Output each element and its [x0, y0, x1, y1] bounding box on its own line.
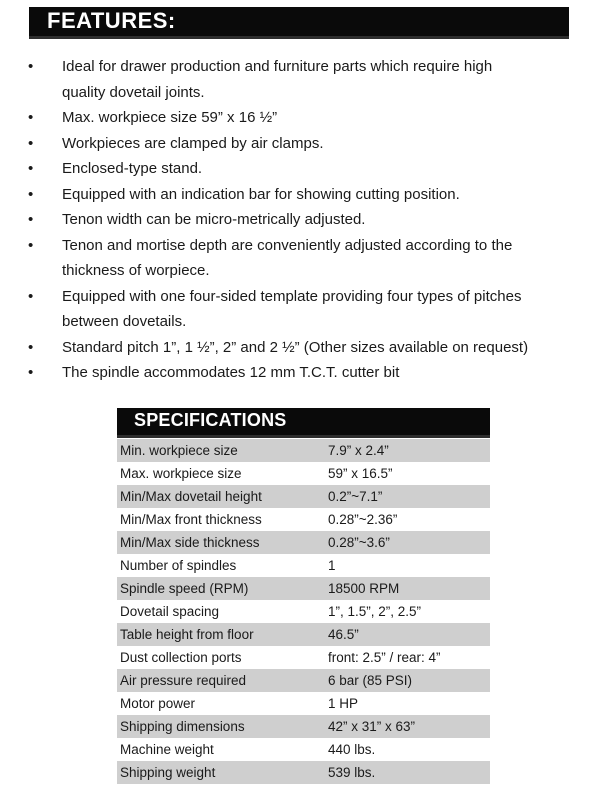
table-row	[117, 508, 490, 531]
spec-label: Min/Max side thickness	[117, 531, 311, 554]
bullet-icon: •	[28, 338, 34, 356]
bullet-icon: •	[28, 287, 34, 305]
spec-value: 18500 RPM	[311, 577, 490, 600]
spec-value: 42” x 31” x 63”	[311, 715, 490, 738]
spec-value: front: 2.5” / rear: 4”	[311, 646, 490, 669]
spec-value: 440 lbs.	[311, 738, 490, 761]
spec-value: 1”, 1.5”, 2”, 2.5”	[311, 600, 490, 623]
features-list	[28, 54, 588, 386]
feature-text: Tenon width can be micro-metrically adjusted.	[62, 211, 366, 228]
spec-label: Table height from floor	[117, 623, 311, 646]
feature-item	[28, 207, 588, 233]
spec-value: 46.5”	[311, 623, 490, 646]
table-row	[117, 554, 490, 577]
spec-value: 0.28”~3.6”	[311, 531, 490, 554]
feature-text: Max. workpiece size 59” x 16 ½”	[62, 109, 278, 126]
table-row	[117, 623, 490, 646]
spec-value: 1	[311, 554, 490, 577]
feature-item	[28, 105, 588, 131]
feature-text: Ideal for drawer production and furniture parts which require high	[62, 58, 493, 75]
specifications-header	[117, 408, 490, 438]
feature-item	[28, 156, 588, 182]
spec-value: 6 bar (85 PSI)	[311, 669, 490, 692]
table-row	[117, 761, 490, 784]
spec-label: Shipping dimensions	[117, 715, 311, 738]
bullet-icon: •	[28, 236, 34, 254]
spec-value: 539 lbs.	[311, 761, 490, 784]
spec-value: 7.9” x 2.4”	[311, 439, 490, 462]
feature-text: Enclosed-type stand.	[62, 160, 203, 177]
table-row	[117, 738, 490, 761]
table-row	[117, 531, 490, 554]
table-row	[117, 669, 490, 692]
feature-item	[28, 284, 588, 310]
table-row	[117, 462, 490, 485]
bullet-icon: •	[28, 134, 34, 152]
spec-label: Air pressure required	[117, 669, 311, 692]
spec-label: Min. workpiece size	[117, 439, 311, 462]
spec-label: Number of spindles	[117, 554, 311, 577]
table-row	[117, 600, 490, 623]
spec-label: Max. workpiece size	[117, 462, 311, 485]
feature-text: The spindle accommodates 12 mm T.C.T. cutter bit	[62, 364, 400, 381]
feature-text: Equipped with an indication bar for showing cutting position.	[62, 185, 460, 203]
feature-item-continuation	[28, 258, 588, 284]
features-header	[29, 7, 569, 39]
feature-item	[28, 54, 588, 80]
feature-text: between dovetails.	[62, 313, 187, 330]
table-row	[117, 692, 490, 715]
bullet-icon: •	[28, 364, 34, 381]
features-title: FEATURES:	[47, 8, 176, 33]
spec-label: Dovetail spacing	[117, 600, 311, 623]
bullet-icon: •	[28, 185, 34, 203]
table-row	[117, 485, 490, 508]
spec-label: Machine weight	[117, 738, 311, 761]
spec-value: 59” x 16.5”	[311, 462, 490, 485]
table-row	[117, 646, 490, 669]
bullet-icon: •	[28, 211, 34, 228]
bullet-icon: •	[28, 109, 34, 126]
feature-item	[28, 335, 588, 361]
spec-label: Min/Max front thickness	[117, 508, 311, 531]
feature-item	[28, 233, 588, 259]
feature-text: Tenon and mortise depth are conveniently adjusted according to the	[62, 236, 513, 254]
specifications-title: SPECIFICATIONS	[134, 410, 287, 430]
feature-text: quality dovetail joints.	[62, 83, 205, 101]
specifications-table	[117, 439, 490, 784]
table-row	[117, 715, 490, 738]
spec-label: Min/Max dovetail height	[117, 485, 311, 508]
table-row	[117, 577, 490, 600]
spec-label: Shipping weight	[117, 761, 311, 784]
feature-item	[28, 360, 588, 386]
bullet-icon: •	[28, 58, 34, 75]
feature-item	[28, 182, 588, 208]
feature-text: thickness of worpiece.	[62, 262, 210, 279]
spec-value: 0.28”~2.36”	[311, 508, 490, 531]
feature-item	[28, 131, 588, 157]
spec-label: Dust collection ports	[117, 646, 311, 669]
feature-item-continuation	[28, 309, 588, 335]
feature-text: Workpieces are clamped by air clamps.	[62, 134, 324, 152]
bullet-icon: •	[28, 160, 34, 177]
feature-text: Equipped with one four-sided template providing four types of pitches	[62, 287, 522, 305]
feature-item-continuation	[28, 80, 588, 106]
table-row	[117, 439, 490, 462]
spec-label: Spindle speed (RPM)	[117, 577, 311, 600]
feature-text: Standard pitch 1”, 1 ½”, 2” and 2 ½” (Other sizes available on request)	[62, 338, 529, 356]
spec-value: 0.2”~7.1”	[311, 485, 490, 508]
spec-value: 1 HP	[311, 692, 490, 715]
spec-label: Motor power	[117, 692, 311, 715]
